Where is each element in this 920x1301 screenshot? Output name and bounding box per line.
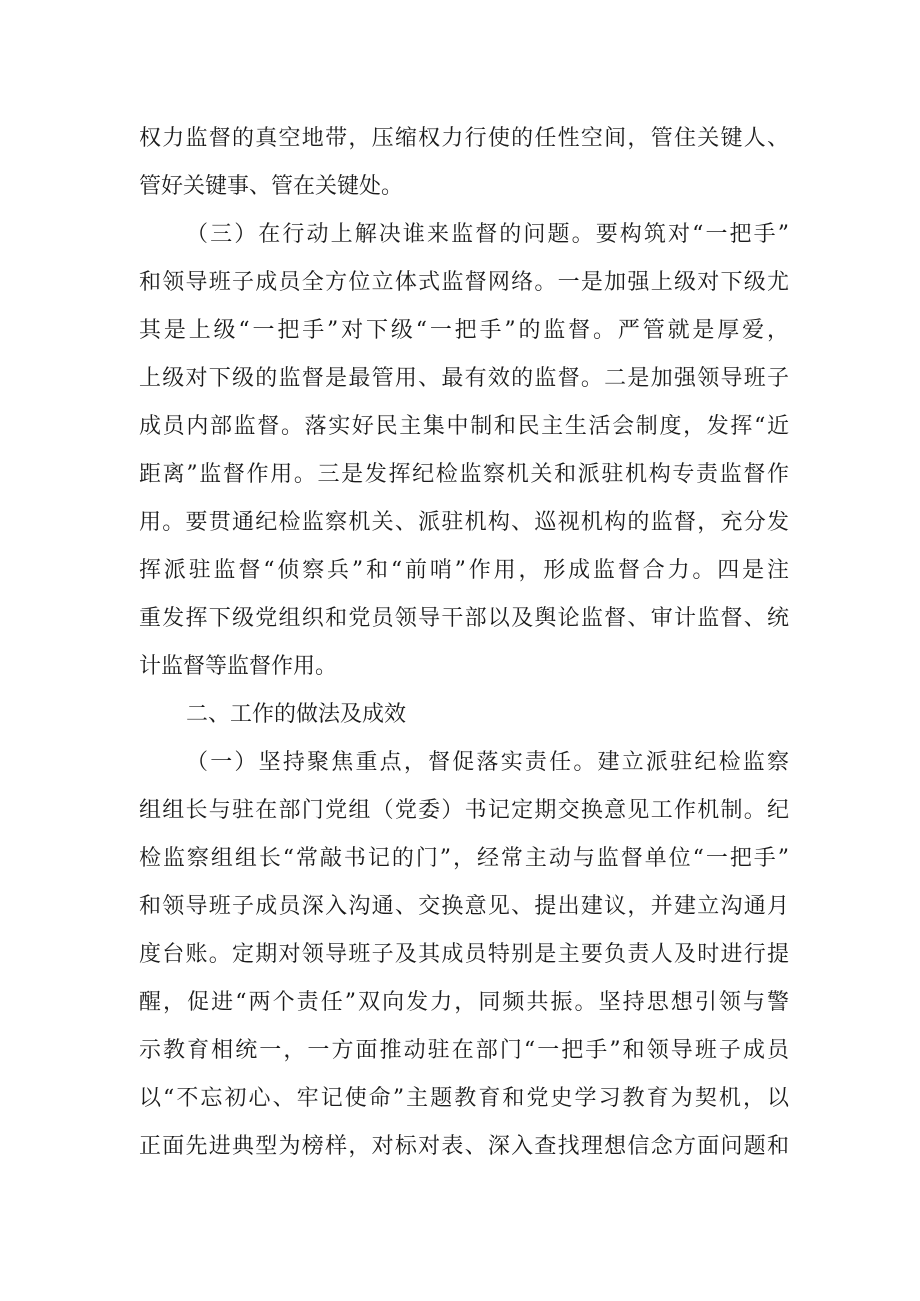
text-line: 用。要贯通纪检监察机关、派驻机构、巡视机构的监督，充分发	[139, 510, 789, 535]
section-heading-line: （一）坚持聚焦重点，督促落实责任。建立派驻纪检监察	[186, 750, 789, 775]
text-line: 醒，促进“两个责任”双向发力，同频共振。坚持思想引领与警	[139, 990, 789, 1015]
text-line: 管好关键事、管在关键处。	[139, 174, 404, 199]
text-line: 计监督等监督作用。	[139, 654, 338, 679]
section-title: 二、工作的做法及成效	[186, 702, 407, 727]
text-line: 示教育相统一，一方面推动驻在部门“一把手”和领导班子成员	[139, 1038, 789, 1063]
text-line: 上级对下级的监督是最管用、最有效的监督。二是加强领导班子	[139, 366, 789, 391]
text-line: 重发挥下级党组织和党员领导干部以及舆论监督、审计监督、统	[139, 606, 789, 631]
text-line: 成员内部监督。落实好民主集中制和民主生活会制度，发挥“近	[139, 414, 789, 439]
text-line: 挥派驻监督“侦察兵”和“前哨”作用，形成监督合力。四是注	[139, 558, 789, 583]
text-line: 以“不忘初心、牢记使命”主题教育和党史学习教育为契机，以	[139, 1086, 789, 1111]
text-line: 度台账。定期对领导班子及其成员特别是主要负责人及时进行提	[139, 942, 789, 967]
text-line: 和领导班子成员全方位立体式监督网络。一是加强上级对下级尤	[139, 270, 789, 295]
text-line: 组组长与驻在部门党组（党委）书记定期交换意见工作机制。纪	[139, 798, 789, 823]
text-line: 权力监督的真空地带，压缩权力行使的任性空间，管住关键人、	[139, 126, 789, 151]
text-line: 其是上级“一把手”对下级“一把手”的监督。严管就是厚爱，	[139, 318, 789, 343]
section-heading-line: （三）在行动上解决谁来监督的问题。要构筑对“一把手”	[186, 222, 789, 247]
text-line: 检监察组组长“常敲书记的门”，经常主动与监督单位“一把手”	[139, 846, 789, 871]
text-line: 距离”监督作用。三是发挥纪检监察机关和派驻机构专责监督作	[139, 462, 789, 487]
text-line: 正面先进典型为榜样，对标对表、深入查找理想信念方面问题和	[139, 1134, 789, 1159]
text-line: 和领导班子成员深入沟通、交换意见、提出建议，并建立沟通月	[139, 894, 789, 919]
